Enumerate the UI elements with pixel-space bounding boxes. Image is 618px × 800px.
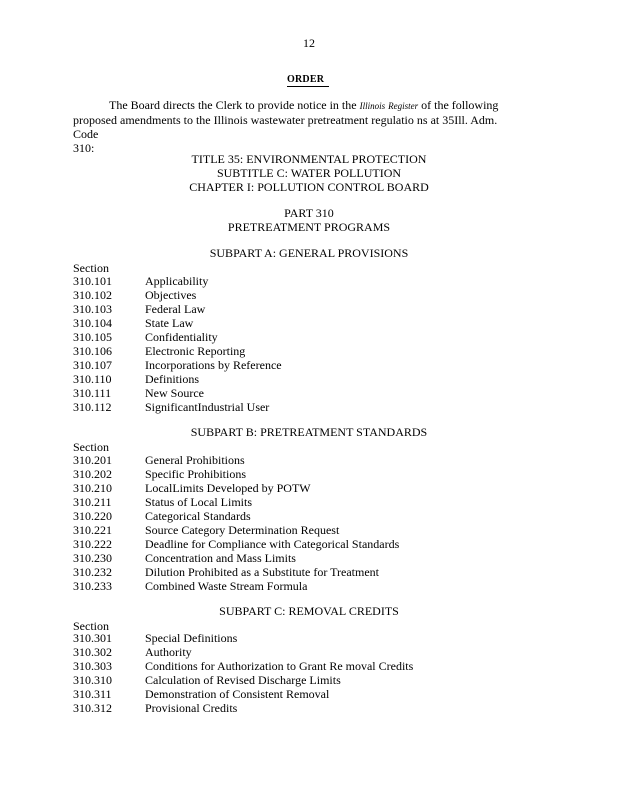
section-row — [73, 372, 282, 386]
section-title: Electronic Reporting — [145, 344, 246, 358]
section-row — [73, 659, 413, 673]
intro-line-1 — [73, 98, 525, 113]
section-number: 310.103 — [73, 302, 112, 316]
section-list — [73, 631, 413, 715]
section-row — [73, 565, 399, 579]
section-number: 310.106 — [73, 344, 112, 358]
section-title: Categorical Standards — [145, 509, 251, 523]
section-number: 310.301 — [73, 631, 112, 645]
section-number: 310.101 — [73, 274, 112, 288]
section-row — [73, 288, 282, 302]
section-row — [73, 386, 282, 400]
order-heading: ORDER — [287, 74, 325, 85]
section-title: General Prohibitions — [145, 453, 245, 467]
section-number: 310.211 — [73, 495, 112, 509]
section-row — [73, 274, 282, 288]
section-row — [73, 687, 413, 701]
section-title: Combined Waste Stream Formula — [145, 579, 308, 593]
section-row — [73, 701, 413, 715]
section-number: 310.210 — [73, 481, 112, 495]
section-title: New Source — [145, 386, 204, 400]
chapter-line: CHAPTER I: POLLUTION CONTROL BOARD — [189, 180, 429, 194]
section-number: 310.303 — [73, 659, 112, 673]
intro-line-3: 310: — [73, 141, 95, 155]
section-title: Deadline for Compliance with Categorical Standards — [145, 537, 400, 551]
section-row — [73, 495, 399, 509]
section-number: 310.110 — [73, 372, 112, 386]
section-title: Special Definitions — [145, 631, 238, 645]
section-title: Concentration and Mass Limits — [145, 551, 296, 565]
section-title: Confidentiality — [145, 330, 218, 344]
section-row — [73, 344, 282, 358]
section-title: Authority — [145, 645, 192, 659]
section-title: Definitions — [145, 372, 199, 386]
section-title: Specific Prohibitions — [145, 467, 246, 481]
part-heading-block — [0, 206, 618, 234]
section-title: Source Category Determination Request — [145, 523, 340, 537]
section-number: 310.220 — [73, 509, 112, 523]
section-number: 310.107 — [73, 358, 112, 372]
section-title: Status of Local Limits — [145, 495, 252, 509]
section-label: Section — [73, 619, 109, 633]
section-number: 310.222 — [73, 537, 112, 551]
section-title: Calculation of Revised Discharge Limits — [145, 673, 341, 687]
section-row — [73, 316, 282, 330]
section-label: Section — [73, 261, 109, 275]
register-italic: Illinois — [359, 101, 386, 111]
section-row — [73, 400, 282, 414]
section-number: 310.111 — [73, 386, 112, 400]
section-number: 310.202 — [73, 467, 112, 481]
section-row — [73, 330, 282, 344]
section-row — [73, 481, 399, 495]
section-title: Provisional Credits — [145, 701, 238, 715]
section-row — [73, 302, 282, 316]
section-list — [73, 274, 282, 414]
intro-paragraph — [73, 98, 525, 155]
intro-text: of the following — [421, 98, 499, 112]
section-number: 310.104 — [73, 316, 112, 330]
section-number: 310.221 — [73, 523, 112, 537]
section-row — [73, 453, 399, 467]
section-list — [73, 453, 399, 593]
title-heading-block — [0, 152, 618, 194]
section-row — [73, 537, 399, 551]
section-number: 310.112 — [73, 400, 112, 414]
intro-line-2: proposed amendments to the Illinois wastewater pretreatment regulatio ns at 35Ill. Adm. Code — [73, 113, 498, 141]
section-row — [73, 358, 282, 372]
section-row — [73, 467, 399, 481]
subpart-heading: SUBPART C: REMOVAL CREDITS — [219, 604, 399, 618]
section-number: 310.312 — [73, 701, 112, 715]
section-title: Demonstration of Consistent Removal — [145, 687, 330, 701]
section-number: 310.311 — [73, 687, 112, 701]
section-row — [73, 579, 399, 593]
section-title: Incorporations by Reference — [145, 358, 282, 372]
section-row — [73, 645, 413, 659]
title-line: TITLE 35: ENVIRONMENTAL PROTECTION — [191, 152, 427, 166]
section-number: 310.233 — [73, 579, 112, 593]
section-label: Section — [73, 440, 109, 454]
section-number: 310.201 — [73, 453, 112, 467]
section-title: Conditions for Authorization to Grant Re moval Credits — [145, 659, 414, 673]
section-title: Dilution Prohibited as a Substitute for Treatment — [145, 565, 379, 579]
order-underline — [287, 86, 329, 87]
intro-text: The Board directs the Clerk to provide notice in the — [109, 98, 357, 112]
subtitle-line: SUBTITLE C: WATER POLLUTION — [216, 166, 402, 180]
section-row — [73, 523, 399, 537]
register-italic: Register — [388, 101, 419, 111]
subpart-heading: SUBPART B: PRETREATMENT STANDARDS — [190, 425, 428, 439]
subpart-heading: SUBPART A: GENERAL PROVISIONS — [209, 246, 409, 260]
section-row — [73, 673, 413, 687]
section-row — [73, 509, 399, 523]
section-number: 310.310 — [73, 673, 112, 687]
section-number: 310.230 — [73, 551, 112, 565]
section-title: Objectives — [145, 288, 197, 302]
section-title: State Law — [145, 316, 194, 330]
section-number: 310.102 — [73, 288, 112, 302]
section-title: Applicability — [145, 274, 209, 288]
section-number: 310.105 — [73, 330, 112, 344]
section-title: LocalLimits Developed by POTW — [145, 481, 311, 495]
section-number: 310.302 — [73, 645, 112, 659]
section-row — [73, 551, 399, 565]
section-row — [73, 631, 413, 645]
part-line: PART 310 — [284, 206, 334, 220]
section-number: 310.232 — [73, 565, 112, 579]
section-title: Federal Law — [145, 302, 206, 316]
section-title: SignificantIndustrial User — [145, 400, 270, 414]
part-name-line: PRETREATMENT PROGRAMS — [227, 220, 391, 234]
page-number: 12 — [303, 36, 315, 50]
